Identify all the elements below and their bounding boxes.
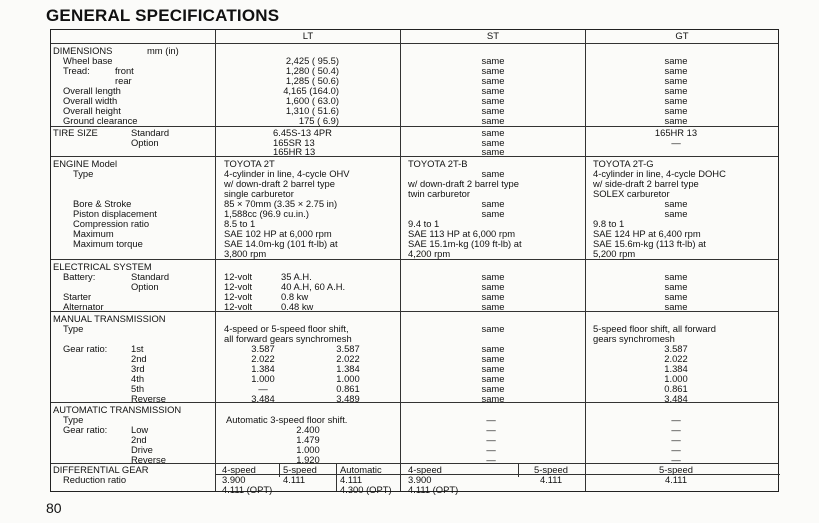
col-divider [336,463,337,491]
lt-value: 2.400 [296,424,320,435]
column-header-st: ST [486,31,500,42]
lt-value: 165HR 13 [273,146,316,157]
st-value: same [481,393,505,404]
unit-label: mm (in) [147,45,179,56]
row-divider [51,156,778,157]
col-divider [400,30,401,491]
st-value: same [481,95,505,106]
lt-value: single carburetor [224,188,294,199]
lt-subheader: 5-speed [283,464,317,475]
gt-value: — [671,454,681,465]
gt-value: 165HR 13 [654,127,698,138]
lt-value: 1,600 ( 63.0) [285,95,339,106]
st-value: same [481,281,505,292]
gt-value: 1.000 [664,373,688,384]
section-heading: DIFFERENTIAL GEAR [53,464,149,475]
st-value: same [481,168,505,179]
gt-value: — [671,434,681,445]
col-divider [215,30,216,491]
lt-subheader: 4-speed [222,464,256,475]
st-value: same [481,146,505,157]
section-heading: TIRE SIZE [53,127,98,138]
row-label: 4th [131,373,145,384]
row-label: Type [63,323,84,334]
gt-value: 3.484 [664,393,688,404]
gt-value: same [664,95,688,106]
row-label: Overall height [63,105,121,116]
row-label: Alternator [63,301,104,312]
st-value: w/ down-draft 2 barrel type [408,178,519,189]
st-value: same [481,137,505,148]
section-heading: ELECTRICAL SYSTEM [53,261,152,272]
row-label: Type [73,168,94,179]
lt-value: 35 A.H. [281,271,312,282]
st-value: same [481,55,505,66]
col-divider [279,463,280,477]
gt-value: same [664,198,688,209]
st-subheader: 4-speed [408,464,442,475]
row-label: Starter [63,291,92,302]
lt-value: 0.8 kw [281,291,309,302]
gt-value: gears synchromesh [593,333,675,344]
lt-value: 4.111 [283,474,306,485]
st-value: 9.4 to 1 [408,218,440,229]
lt-value: 12-volt [224,271,253,282]
gt-value: same [664,208,688,219]
spec-table [50,29,779,495]
gt-value: 1.384 [664,363,688,374]
st-value: same [481,343,505,354]
lt-value: 1.384 [251,363,275,374]
section-heading: MANUAL TRANSMISSION [53,313,166,324]
st-value: same [481,301,505,312]
st-value: SAE 15.1m-kg (109 ft-lb) at [408,238,522,249]
lt-value: 2.022 [251,353,275,364]
lt-value: 4.111 [340,474,363,485]
lt-value: 3,800 rpm [224,248,267,259]
row-label: Overall length [63,85,121,96]
lt-value: 4,165 (164.0) [283,85,339,96]
st-value: same [481,271,505,282]
row-label: Maximum torque [73,238,143,249]
row-label: Standard [131,271,170,282]
lt-value: 3.489 [336,393,360,404]
gt-value: 9.8 to 1 [593,218,625,229]
row-label: Option [131,137,159,148]
lt-value: 4.300 (OPT) [340,484,392,495]
lt-value: SAE 102 HP at 6,000 rpm [224,228,332,239]
gt-value: SAE 15.6m-kg (113 ft-lb) at [593,238,706,249]
row-label: Reverse [131,454,166,465]
lt-subheader: Automatic [340,464,382,475]
lt-value: 3.900 [222,474,246,485]
gt-value: TOYOTA 2T-G [593,158,654,169]
lt-value: — [258,383,268,394]
row-label: Tread: [63,65,90,76]
gt-value: — [671,137,681,148]
column-header-lt: LT [302,31,314,42]
lt-value: 12-volt [224,301,253,312]
gt-value: same [664,65,688,76]
gt-value: same [664,291,688,302]
lt-value: Automatic 3-speed floor shift. [226,414,348,425]
row-label: Standard [131,127,170,138]
row-label: Maximum [73,228,114,239]
st-value: same [481,75,505,86]
st-value: 4.111 [539,474,563,485]
lt-value: all forward gears synchromesh [224,333,352,344]
lt-value: 3.484 [251,393,275,404]
gt-value: SAE 124 HP at 6,400 rpm [593,228,701,239]
lt-value: 1.000 [251,373,275,384]
lt-value: SAE 14.0m-kg (101 ft-lb) at [224,238,338,249]
lt-value: 1,285 ( 50.6) [285,75,339,86]
st-value: 4.111 (OPT) [408,484,459,495]
gt-value: same [664,271,688,282]
st-value: same [481,198,505,209]
lt-value: 1.000 [296,444,320,455]
gt-value: 3.587 [664,343,688,354]
lt-value: 2,425 ( 95.5) [285,55,339,66]
gt-value: same [664,281,688,292]
lt-value: 1,280 ( 50.4) [285,65,339,76]
col-divider [518,463,519,477]
row-label: Gear ratio: [63,424,108,435]
lt-value: 12-volt [224,281,253,292]
row-label: front [115,65,134,76]
gt-value: same [664,55,688,66]
lt-value: 175 ( 6.9) [298,115,339,126]
row-label: Low [131,424,149,435]
lt-value: 2.022 [336,353,360,364]
st-value: same [481,208,505,219]
row-label: 2nd [131,353,147,364]
row-label: Reverse [131,393,166,404]
lt-value: 1.920 [296,454,320,465]
col-divider [585,30,586,491]
gt-value: same [664,105,688,116]
lt-value: 12-volt [224,291,253,302]
lt-value: 1.000 [336,373,360,384]
gt-value: 0.861 [664,383,688,394]
st-value: same [481,373,505,384]
st-value: same [481,115,505,126]
page-number: 80 [46,500,62,516]
lt-value: 85 × 70mm (3.35 × 2.75 in) [224,198,338,209]
lt-value: 165SR 13 [273,137,315,148]
row-label: 5th [131,383,145,394]
gt-value: 5-speed floor shift, all forward [593,323,716,334]
st-value: SAE 113 HP at 6,000 rpm [408,228,516,239]
st-subheader: 5-speed [534,464,568,475]
row-label: Gear ratio: [63,343,108,354]
row-divider [51,259,778,260]
row-label: 2nd [131,434,147,445]
row-label: Drive [131,444,153,455]
lt-value: 6.45S-13 4PR [273,127,332,138]
gt-subheader: 5-speed [659,464,693,475]
gt-value: w/ side-draft 2 barrel type [593,178,699,189]
section-heading: AUTOMATIC TRANSMISSION [53,404,182,415]
row-label: Option [131,281,159,292]
lt-value: 0.861 [336,383,360,394]
row-label: Ground clearance [63,115,138,126]
st-value: twin carburetor [408,188,471,199]
st-value: same [481,105,505,116]
column-header-gt: GT [675,31,689,42]
page-title: GENERAL SPECIFICATIONS [46,6,280,25]
gt-value: same [664,85,688,96]
lt-value: 1,310 ( 51.6) [285,105,339,116]
lt-value: 4-speed or 5-speed floor shift, [224,323,349,334]
st-value: same [481,291,505,302]
gt-value: same [664,115,688,126]
row-label: Overall width [63,95,118,106]
row-label: Piston displacement [73,208,157,219]
gt-value: same [664,301,688,312]
gt-value: 5,200 rpm [593,248,636,259]
gt-value: 4-cylinder in line, 4-cycle DOHC [593,168,726,179]
row-label: 3rd [131,363,145,374]
st-value: — [486,444,496,455]
st-value: same [481,383,505,394]
st-value: same [481,85,505,96]
gt-value: — [671,424,681,435]
st-value: — [486,454,496,465]
st-value: TOYOTA 2T-B [408,158,468,169]
lt-value: 4-cylinder in line, 4-cycle OHV [224,168,350,179]
lt-value: 1.384 [336,363,360,374]
st-value: — [486,414,496,425]
row-label: rear [115,75,132,86]
st-value: same [481,323,505,334]
st-value: 3.900 [408,474,432,485]
row-label: Type [63,414,84,425]
st-value: same [481,363,505,374]
row-label: Compression ratio [73,218,150,229]
gt-value: same [664,75,688,86]
section-heading: ENGINE Model [53,158,118,169]
lt-value: w/ down-draft 2 barrel type [224,178,335,189]
lt-value: 1.479 [296,434,320,445]
lt-value: 8.5 to 1 [224,218,256,229]
lt-value: 3.587 [251,343,275,354]
st-value: 4,200 rpm [408,248,451,259]
lt-value: TOYOTA 2T [224,158,275,169]
lt-value: 40 A.H, 60 A.H. [281,281,346,292]
lt-value: 4.111 (OPT) [222,484,273,495]
st-value: same [481,65,505,76]
gt-value: — [671,414,681,425]
section-heading: DIMENSIONS [53,45,113,56]
st-value: — [486,434,496,445]
row-label: Reduction ratio [63,474,127,485]
gt-value: 4.111 [664,474,688,485]
st-value: — [486,424,496,435]
gt-value: — [671,444,681,455]
row-label: 1st [131,343,144,354]
st-value: same [481,127,505,138]
row-label: Wheel base [63,55,113,66]
lt-value: 1,588cc (96.9 cu.in.) [224,208,309,219]
gt-value: 2.022 [664,353,688,364]
row-label: Bore & Stroke [73,198,132,209]
st-value: same [481,353,505,364]
lt-value: 0.48 kw [281,301,314,312]
row-divider [51,43,778,44]
gt-value: SOLEX carburetor [593,188,670,199]
row-label: Battery: [63,271,96,282]
lt-value: 3.587 [336,343,360,354]
